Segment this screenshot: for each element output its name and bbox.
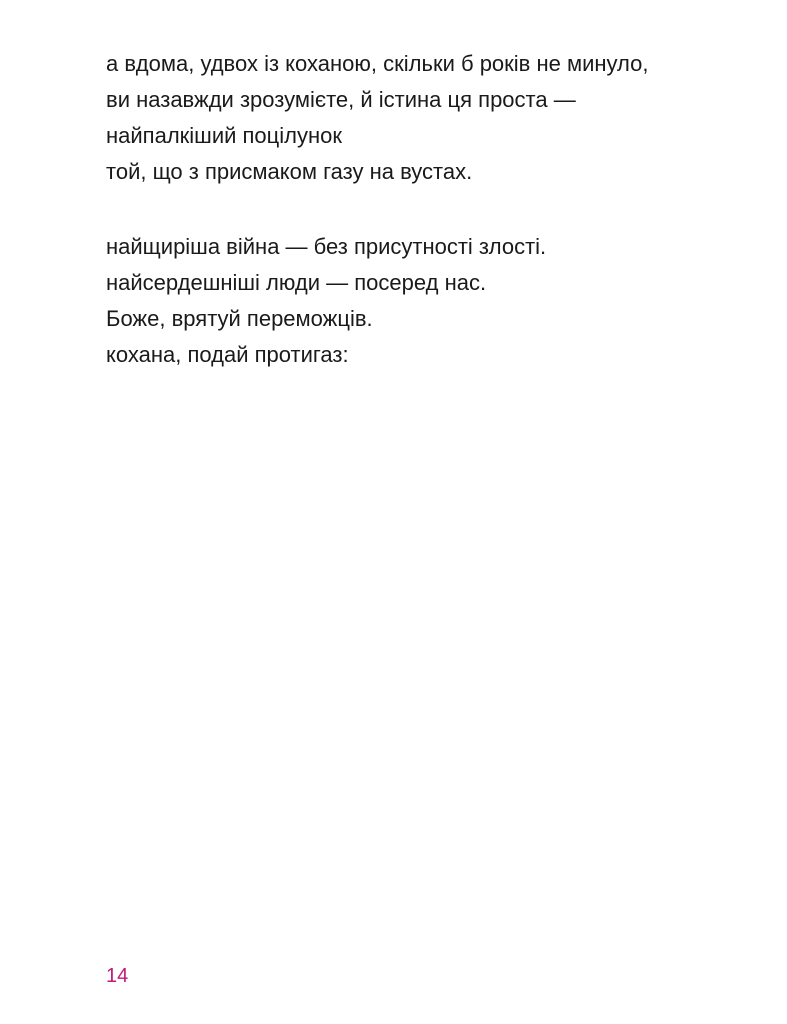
poem-line: ви назавжди зрозумієте, й істина ця проста — <box>106 87 576 112</box>
stanza-1 <box>106 46 746 190</box>
poem-line: найсердешніші люди — посеред нас. <box>106 270 487 295</box>
poem-line: кохана, подай протигаз: <box>106 342 349 367</box>
poem-line: той, що з присмаком газу на вустах. <box>106 159 473 184</box>
poem-line: найпалкіший поцілунок <box>106 123 342 148</box>
page-number: 14 <box>106 965 129 987</box>
poem-line: а вдома, удвох із коханою, скільки б років не минуло, <box>106 51 649 76</box>
poem-line: найщиріша війна — без присутності злості. <box>106 234 547 259</box>
stanza-2 <box>106 229 746 373</box>
poem-body <box>106 46 746 373</box>
poem-line: Боже, врятуй переможців. <box>106 306 373 331</box>
